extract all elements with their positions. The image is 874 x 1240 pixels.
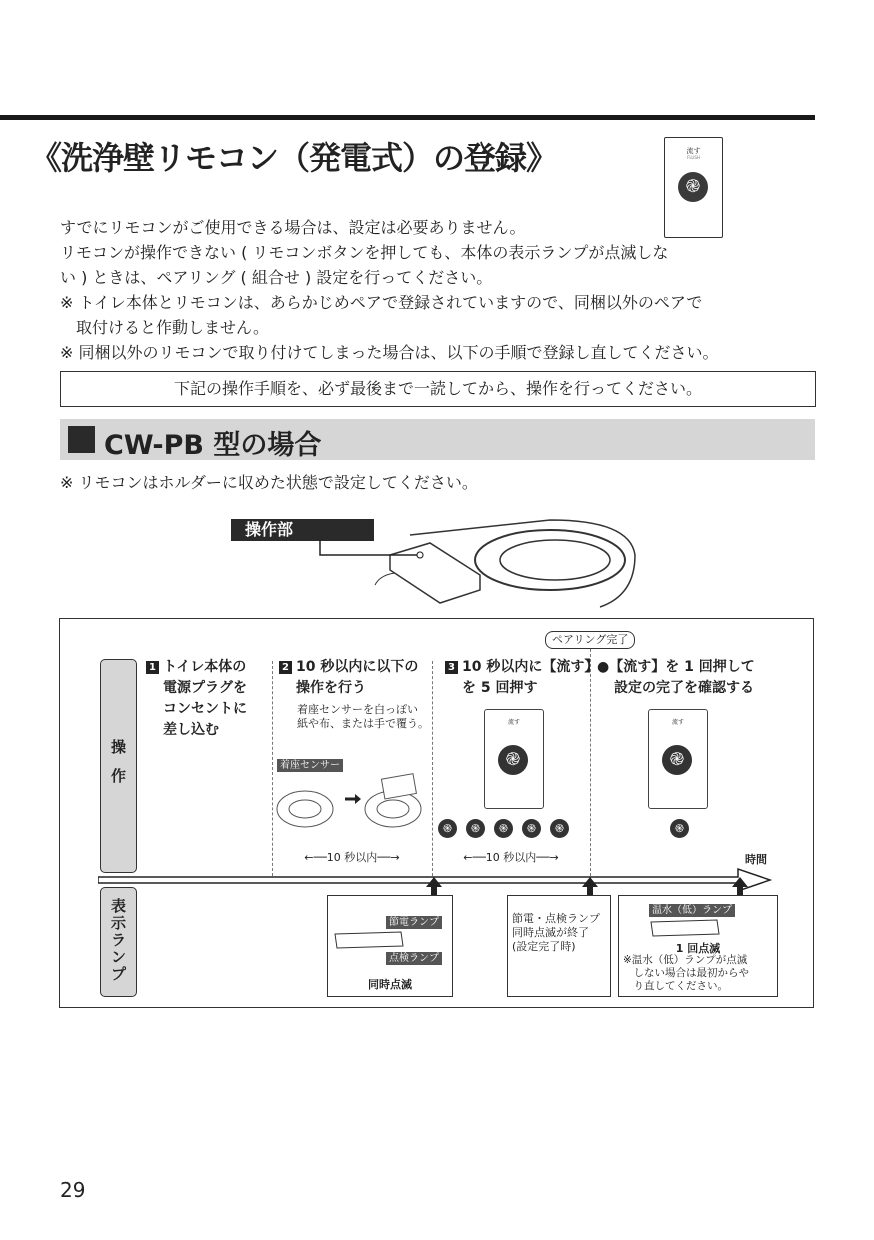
section-header [60, 419, 815, 460]
interval-1: ←──10 秒以内──→ [304, 851, 400, 864]
intro-line: すでにリモコンがご使用できる場合は、設定は必要ありません。 [60, 218, 526, 237]
intro-line: い ) ときは、ペアリング ( 組合せ ) 設定を行ってください。 [60, 268, 493, 287]
time-label: 時間 [745, 853, 767, 866]
pairing-flow-diagram [59, 618, 814, 1008]
press-icon: ֎ [522, 819, 541, 838]
intro-text [60, 215, 820, 365]
press-icon: ֎ [494, 819, 513, 838]
section-note: ※ リモコンはホルダーに収めた状態で設定してください。 [60, 473, 478, 492]
interval-2: ←──10 秒以内──→ [463, 851, 559, 864]
pairing-done-callout: ペアリング完了 [545, 631, 635, 649]
lamp-box-1: 節電ランプ 点検ランプ 同時点滅 [327, 895, 453, 997]
press-icon: ֎ [670, 819, 689, 838]
lamp-box-2: 節電・点検ランプ 同時点滅が終了 (設定完了時) [507, 895, 611, 997]
remote-step3: 流す ֎ [484, 709, 544, 809]
lamp-side-label: 表 示 ラ ン プ [100, 887, 137, 997]
step-2: 2 10 秒以内に以下の 操作を行う [279, 657, 418, 699]
intro-line: リモコンが操作できない ( リモコンボタンを押しても、本体の表示ランプが点滅しな [60, 243, 669, 262]
remote-step4: 流す ֎ [648, 709, 708, 809]
seat-sensor-tag: 着座センサー [277, 759, 343, 772]
arrow-up-icon [425, 877, 443, 897]
arrow-up-icon [581, 877, 599, 897]
flush-swirl-icon: ֎ [662, 745, 692, 775]
step-3: 3 10 秒以内に【流す】 を 5 回押す [445, 657, 598, 699]
flush-swirl-icon: ֎ [678, 172, 708, 202]
step-1: 1 トイレ本体の 電源プラグを コンセントに 差し込む [146, 657, 247, 741]
press-icon: ֎ [438, 819, 457, 838]
operation-part-label: 操作部 [231, 519, 374, 541]
seat-cover-illustration [275, 769, 425, 834]
notice-box: 下記の操作手順を、必ず最後まで一読してから、操作を行ってください。 [60, 371, 816, 407]
intro-line: 取付けると作動しません。 [60, 318, 269, 337]
step-2-note: 着座センサーを白っぽい 紙や布、または手で覆う。 [297, 703, 429, 730]
operation-side-label: 操 作 [100, 659, 137, 873]
press-icon: ֎ [550, 819, 569, 838]
page-number: 29 [60, 1178, 86, 1202]
remote-sublabel: FLUSH [687, 155, 700, 160]
intro-line: ※ 同梱以外のリモコンで取り付けてしまった場合は、以下の手順で登録し直してください。 [60, 343, 719, 362]
section-title: CW-PB 型の場合 [104, 430, 322, 461]
intro-line: ※ トイレ本体とリモコンは、あらかじめペアで登録されていますので、同梱以外のペアで [60, 293, 703, 312]
press-icon: ֎ [466, 819, 485, 838]
page-title: 《洗浄壁リモコン（発電式）の登録》 [30, 139, 558, 177]
toilet-illustration [370, 515, 640, 610]
flush-swirl-icon: ֎ [498, 745, 528, 775]
arrow-up-icon [731, 877, 749, 897]
step-4: ●【流す】を 1 回押して 設定の完了を確認する [597, 659, 755, 696]
square-bullet-icon [68, 426, 95, 453]
leader-line [318, 540, 428, 560]
top-rule [0, 115, 815, 120]
lamp-box-3: 温水（低）ランプ 1 回点滅 ※温水（低）ランプが点滅 しない場合は最初からや り直してください。 [618, 895, 778, 997]
remote-label: 流す [686, 147, 701, 155]
